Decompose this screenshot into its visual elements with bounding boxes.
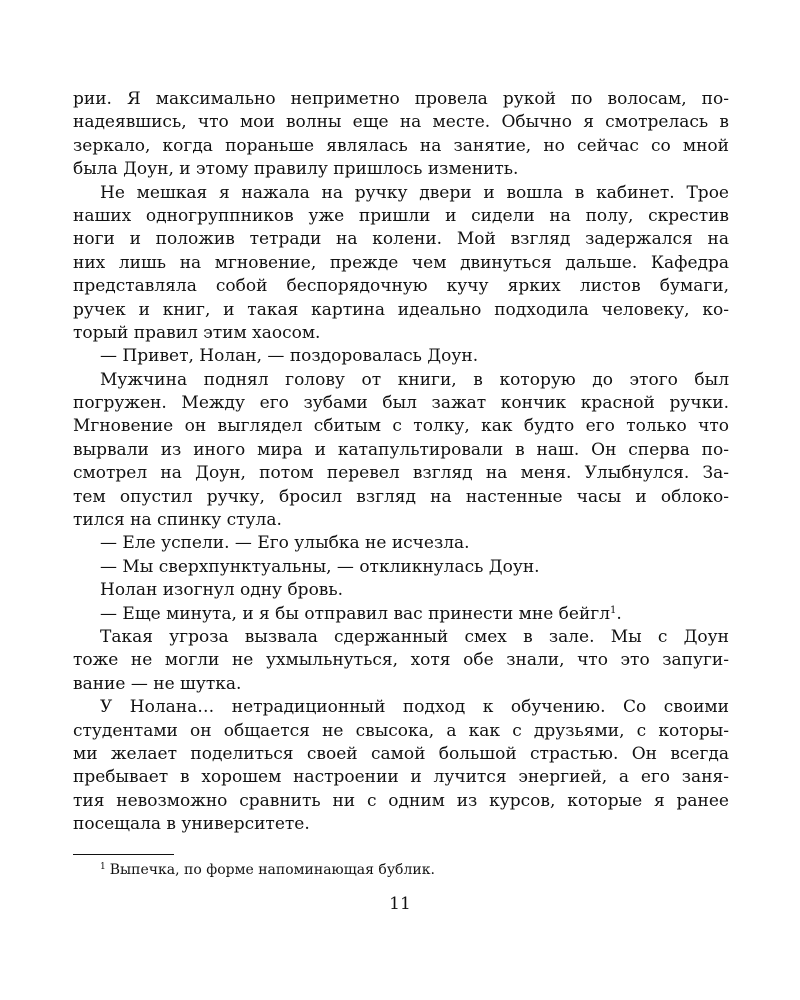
- text-line: тем опустил ручку, бросил взгляд на настенные часы и облоко-: [73, 486, 729, 507]
- text-line: зеркало, когда пораньше являлась на занятие, но сейчас со мной: [73, 135, 729, 156]
- text-line: вание — не шутка.: [73, 673, 242, 694]
- footnote-divider: [73, 854, 174, 855]
- text-line: наших одногруппников уже пришли и сидели на полу, скрестив: [73, 205, 729, 226]
- footnote-marker: 1: [100, 862, 106, 872]
- text-line: них лишь на мгновение, прежде чем двинуться дальше. Кафедра: [73, 252, 729, 273]
- text-line: была Доун, и этому правилу пришлось изменить.: [73, 159, 519, 180]
- text-line: Такая угроза вызвала сдержанный смех в зале. Мы с Доун: [100, 626, 729, 647]
- dialogue-line: — Еле успели. — Его улыбка не исчезла.: [100, 533, 470, 554]
- text-line: ми желает поделиться своей самой большой страстью. Он всегда: [73, 743, 729, 764]
- text-line: Не мешкая я нажала на ручку двери и вошла в кабинет. Трое: [100, 182, 729, 203]
- text-line: тия невозможно сравнить ни с одним из курсов, которые я ранее: [73, 790, 729, 811]
- text-line: пребывает в хорошем настроении и лучится энергией, а его заня-: [73, 767, 729, 788]
- text-line: Мужчина поднял голову от книги, в которую до этого был: [100, 369, 729, 390]
- text-line: тоже не могли не ухмыльнуться, хотя обе знали, что это запуги-: [73, 650, 729, 671]
- text-line: смотрел на Доун, потом перевел взгляд на меня. Улыбнулся. За-: [73, 463, 729, 484]
- text-line: погружен. Между его зубами был зажат кончик красной ручки.: [73, 393, 729, 414]
- dialogue-line: — Еще минута, и я бы отправил вас принести мне бейгл$^1$.: [100, 603, 622, 624]
- text-line: торый правил этим хаосом.: [73, 322, 321, 343]
- text-line: представляла собой беспорядочную кучу ярких листов бумаги,: [73, 276, 729, 297]
- text-line: посещала в университете.: [73, 814, 310, 835]
- text-line: ручек и книг, и такая картина идеально подходила человеку, ко-: [73, 299, 729, 320]
- page-number: 11: [389, 894, 411, 914]
- text-line: студентами он общается не свысока, а как с друзьями, с которы-: [73, 720, 729, 741]
- text-line: рии. Я максимально неприметно провела рукой по волосам, по-: [73, 89, 729, 109]
- dialogue-line: — Привет, Нолан, — поздоровалась Доун.: [100, 346, 479, 367]
- footnote: [100, 860, 435, 880]
- text-line: тился на спинку стула.: [73, 510, 282, 531]
- dialogue-line: — Мы сверхпунктуальны, — откликнулась Доун.: [100, 556, 540, 577]
- text-line: Нолан изогнул одну бровь.: [100, 580, 344, 601]
- text-line: Мгновение он выглядел сбитым с толку, как будто его только что: [73, 416, 729, 437]
- footnote-text: Выпечка, по форме напоминающая бублик.: [109, 862, 435, 878]
- text-line: У Нолана… нетрадиционный подход к обучению. Со своими: [100, 697, 729, 718]
- text-line: надеявшись, что мои волны еще на месте. Обычно я смотрелась в: [73, 112, 729, 133]
- footnote-reference: 1: [610, 604, 617, 616]
- text-line: ноги и положив тетради на колени. Мой взгляд задержался на: [73, 229, 729, 250]
- body-text: [73, 88, 729, 837]
- text-line: вырвали из иного мира и катапультировали в наш. Он сперва по-: [73, 439, 729, 460]
